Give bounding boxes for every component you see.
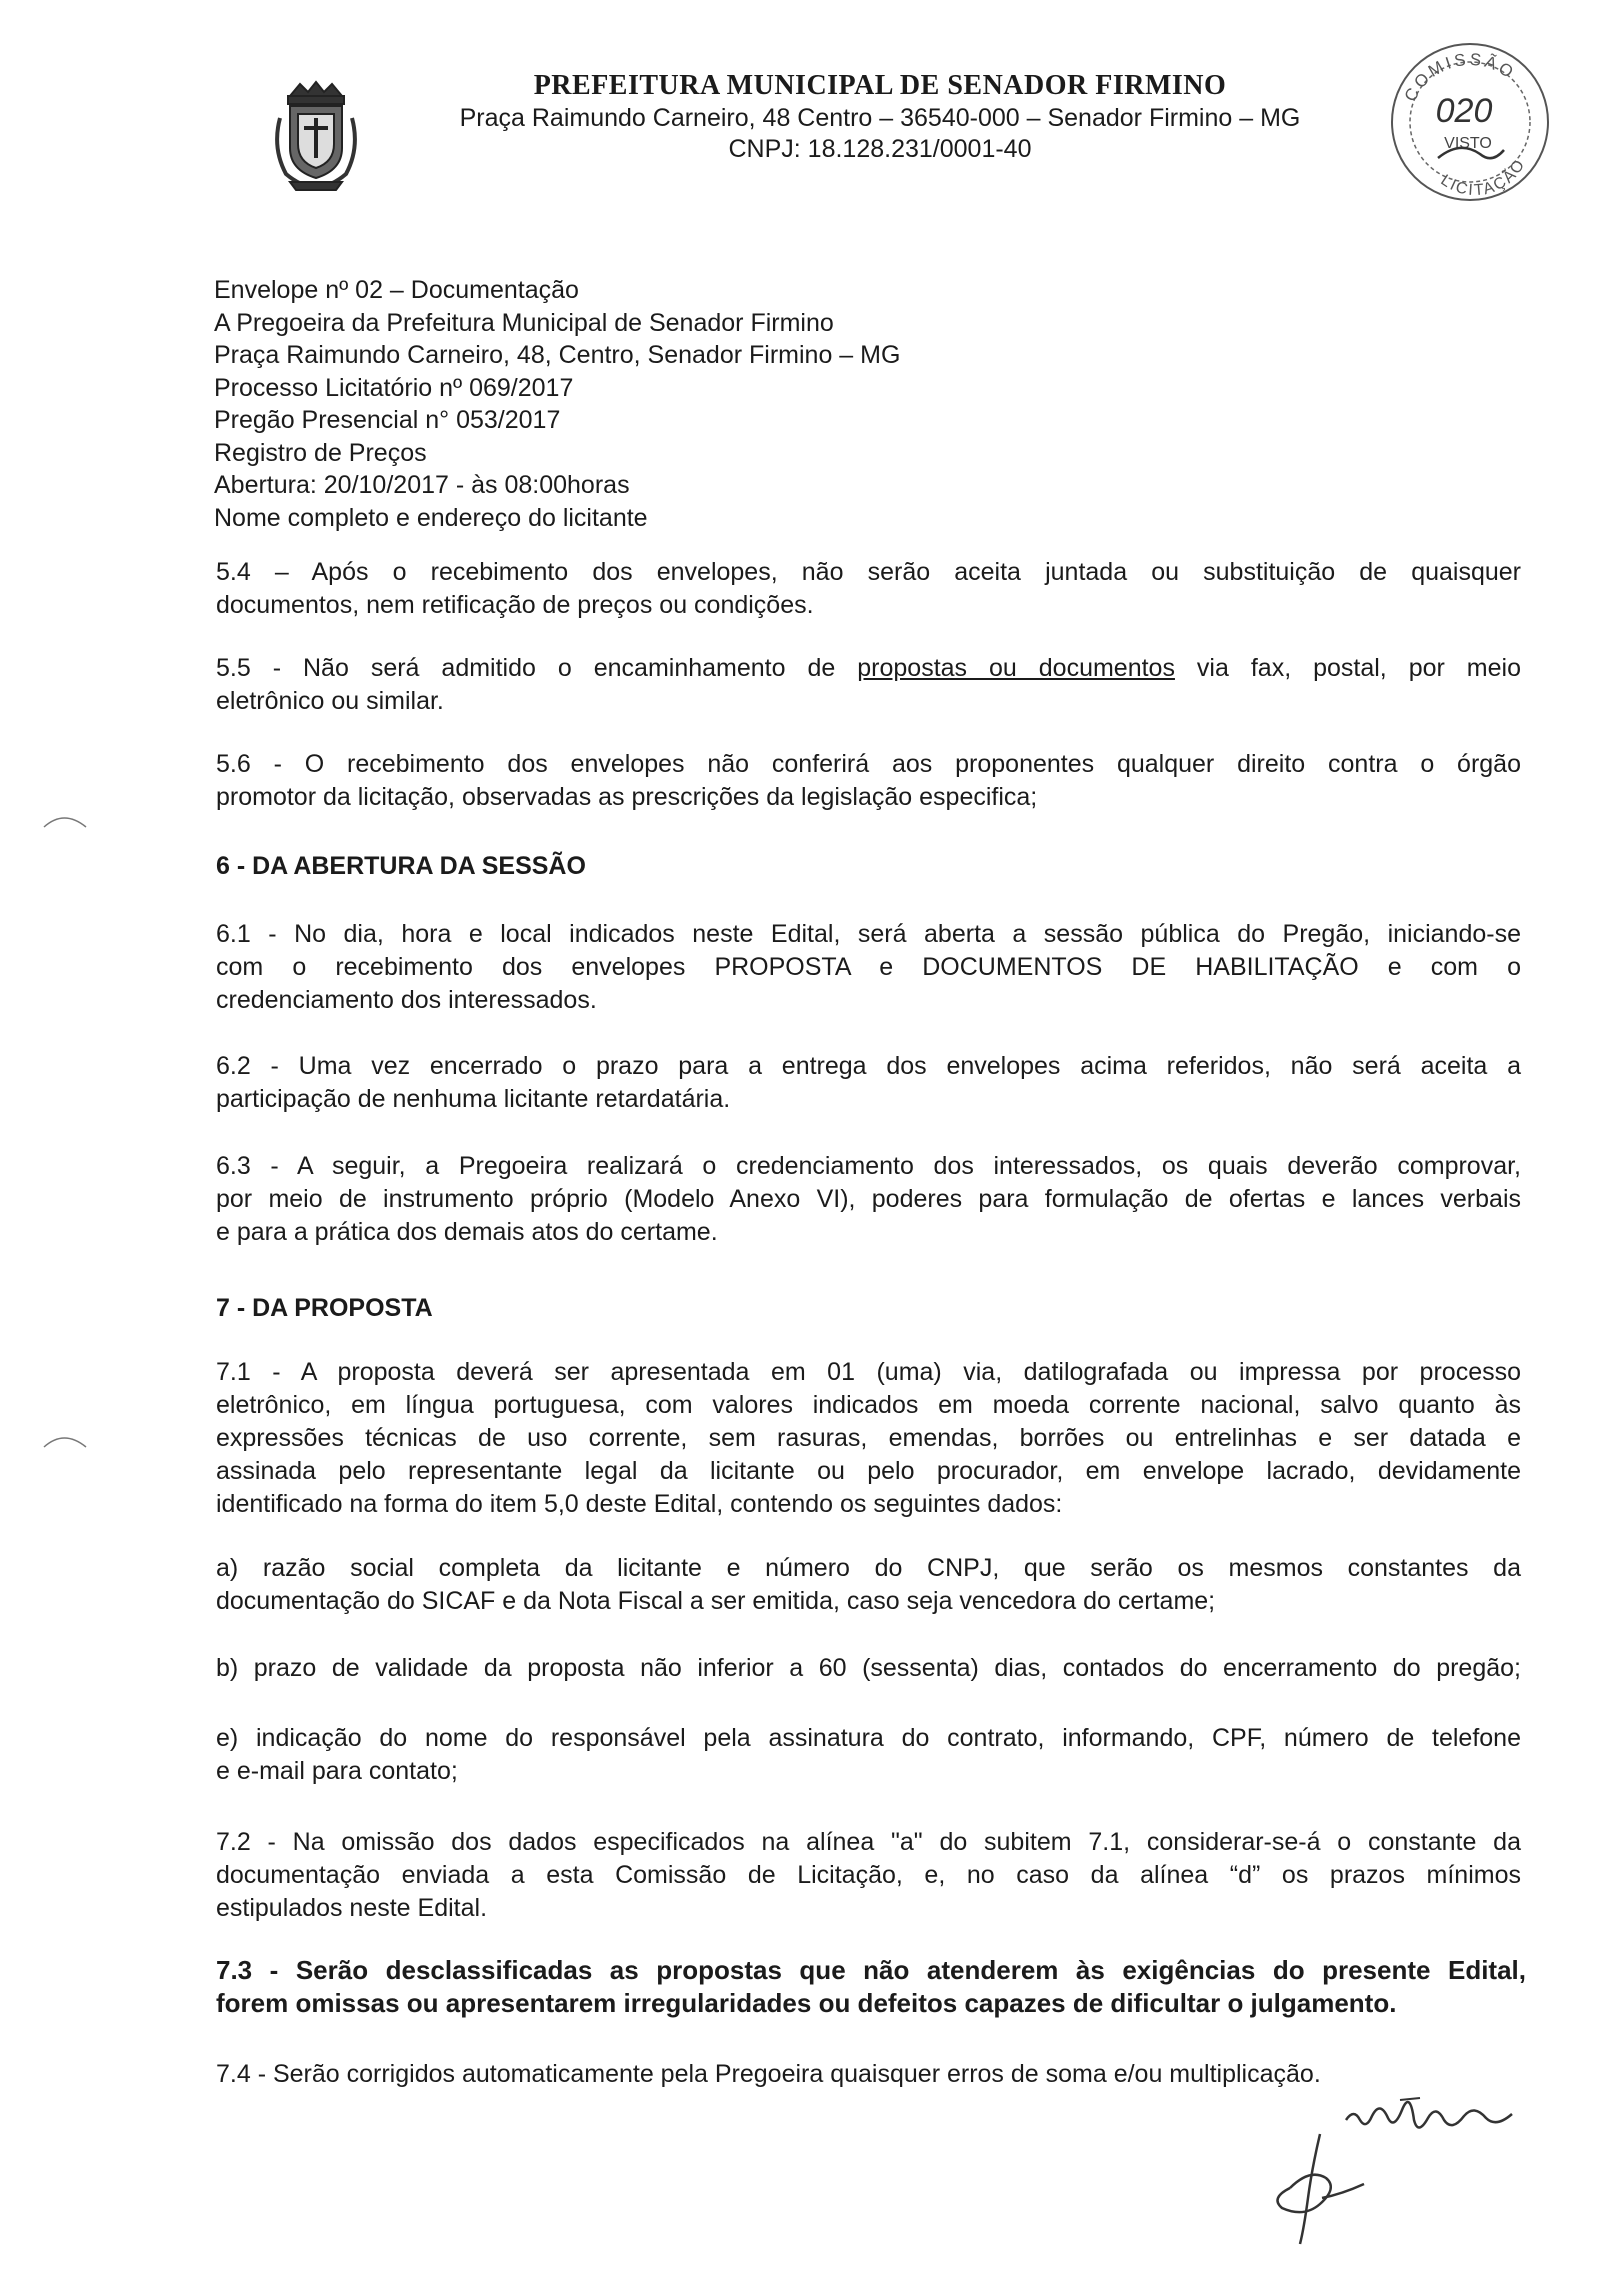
margin-mark (40, 1425, 90, 1455)
municipality-cnpj: CNPJ: 18.128.231/0001-40 (728, 135, 1032, 163)
envelope-line: Nome completo e endereço do licitante (214, 503, 648, 532)
envelope-line: Abertura: 20/10/2017 - às 08:00horas (214, 471, 630, 499)
paragraph-item-b (216, 1652, 1521, 1685)
envelope-block (214, 274, 900, 534)
paragraph-line: e para a prática dos demais atos do certame. (216, 1218, 718, 1246)
paragraph-6-1 (216, 918, 1521, 1017)
municipal-crest-icon (270, 78, 362, 196)
paragraph-line: com o recebimento dos envelopes PROPOSTA e DOCUMENTOS DE HABILITAÇÃO e com o (216, 953, 1521, 981)
paragraph-line: forem omissas ou apresentarem irregularidades ou defeitos capazes de dificultar o julgamento. (216, 1988, 1397, 2018)
underlined-text: propostas ou documentos (857, 654, 1175, 682)
paragraph-item-e (216, 1722, 1521, 1788)
paragraph-line: documentos, nem retificação de preços ou condições. (216, 591, 814, 619)
svg-text:LICITAÇÃO (1438, 156, 1530, 200)
envelope-line: Processo Licitatório nº 069/2017 (214, 373, 574, 402)
paragraph-7-2 (216, 1826, 1521, 1925)
paragraph-line: b) prazo de validade da proposta não inferior a 60 (sessenta) dias, contados do encerramento do pregão; (216, 1654, 1521, 1682)
paragraph-line: credenciamento dos interessados. (216, 986, 597, 1014)
paragraph-6-2 (216, 1050, 1521, 1116)
paragraph-line: 7.1 - A proposta deverá ser apresentada em 01 (uma) via, datilografada ou impressa por processo (216, 1358, 1521, 1386)
section-heading-6: 6 - DA ABERTURA DA SESSÃO (216, 852, 586, 880)
paragraph-line: assinada pelo representante legal da licitante ou pelo procurador, em envelope lacrado, devidamente (216, 1457, 1521, 1485)
paragraph-line: 6.3 - A seguir, a Pregoeira realizará o credenciamento dos interessados, os quais deverão comprovar, (216, 1152, 1521, 1180)
paragraph-line: 5.6 - O recebimento dos envelopes não conferirá aos proponentes qualquer direito contra o órgão (216, 750, 1521, 778)
paragraph-line: e e-mail para contato; (216, 1757, 458, 1785)
paragraph-line: 7.3 - Serão desclassificadas as propostas que não atenderem às exigências do presente Edital, (216, 1955, 1526, 1985)
commission-stamp-icon (1380, 30, 1560, 210)
letterhead (0, 0, 1600, 200)
paragraph-item-a (216, 1552, 1521, 1618)
paragraph-line: 5.4 – Após o recebimento dos envelopes, não serão aceita juntada ou substituição de quaisquer (216, 558, 1521, 586)
paragraph-line (216, 652, 1521, 685)
stamp-bottom-text: LICITAÇÃO (1437, 155, 1530, 200)
paragraph-line: por meio de instrumento próprio (Modelo Anexo VI), poderes para formulação de ofertas e lances verbais (216, 1185, 1521, 1213)
paragraph-line: eletrônico ou similar. (216, 687, 444, 715)
paragraph-line: promotor da licitação, observadas as prescrições da legislação especifica; (216, 783, 1038, 811)
stamp-number: 020 (1435, 92, 1493, 130)
envelope-line: Envelope nº 02 – Documentação (214, 276, 579, 304)
envelope-line: Praça Raimundo Carneiro, 48, Centro, Senador Firmino – MG (214, 341, 901, 369)
paragraph-line: participação de nenhuma licitante retardatária. (216, 1085, 731, 1113)
stamp-visto: VISTO (1444, 135, 1492, 152)
letterhead-text (380, 70, 1380, 164)
municipality-address: Praça Raimundo Carneiro, 48 Centro – 36540-000 – Senador Firmino – MG (459, 104, 1301, 132)
paragraph-5-5 (216, 652, 1521, 718)
municipality-title: PREFEITURA MUNICIPAL DE SENADOR FIRMINO (533, 70, 1227, 101)
paragraph-7-4 (216, 2058, 1521, 2091)
paragraph-6-3 (216, 1150, 1521, 1249)
paragraph-line: 6.1 - No dia, hora e local indicados neste Edital, será aberta a sessão pública do Pregão, iniciando-se (216, 920, 1521, 948)
paragraph-7-1 (216, 1356, 1521, 1521)
envelope-line: Registro de Preços (214, 438, 427, 467)
paragraph-line: documentação enviada a esta Comissão de Licitação, e, no caso da alínea “d” os prazos mínimos (216, 1861, 1521, 1889)
handwritten-rubric-signature (1260, 2128, 1370, 2248)
paragraph-5-6 (216, 748, 1521, 814)
paragraph-7-3 (216, 1954, 1526, 2020)
paragraph-line: identificado na forma do item 5,0 deste Edital, contendo os seguintes dados: (216, 1490, 1063, 1518)
paragraph-text: via fax, postal, por meio (1174, 654, 1521, 682)
paragraph-line: estipulados neste Edital. (216, 1894, 488, 1922)
paragraph-line: a) razão social completa da licitante e número do CNPJ, que serão os mesmos constantes da (216, 1554, 1521, 1582)
margin-mark (40, 805, 90, 835)
section-heading-7: 7 - DA PROPOSTA (216, 1294, 433, 1322)
envelope-line: A Pregoeira da Prefeitura Municipal de Senador Firmino (214, 308, 834, 337)
stamp-top-text: COMISSÃO (1400, 49, 1520, 105)
envelope-line: Pregão Presencial n° 053/2017 (214, 406, 561, 434)
paragraph-line: 6.2 - Uma vez encerrado o prazo para a entrega dos envelopes acima referidos, não será aceita a (216, 1052, 1521, 1080)
paragraph-line: expressões técnicas de uso corrente, sem rasuras, emendas, borrões ou entrelinhas e ser datada e (216, 1424, 1521, 1452)
paragraph-line: 7.4 - Serão corrigidos automaticamente pela Pregoeira quaisquer erros de soma e/ou multiplicação. (216, 2060, 1321, 2088)
paragraph-5-4 (216, 556, 1521, 622)
paragraph-line: e) indicação do nome do responsável pela assinatura do contrato, informando, CPF, número de telefone (216, 1724, 1521, 1752)
paragraph-line: 7.2 - Na omissão dos dados especificados na alínea "a" do subitem 7.1, considerar-se-á o constante da (216, 1828, 1521, 1856)
paragraph-line: eletrônico, em língua portuguesa, com valores indicados em moeda corrente nacional, salvo quanto às (216, 1391, 1521, 1419)
paragraph-line: documentação do SICAF e da Nota Fiscal a ser emitida, caso seja vencedora do certame; (216, 1587, 1216, 1615)
paragraph-text: 5.5 - Não será admitido o encaminhamento de (216, 654, 858, 682)
